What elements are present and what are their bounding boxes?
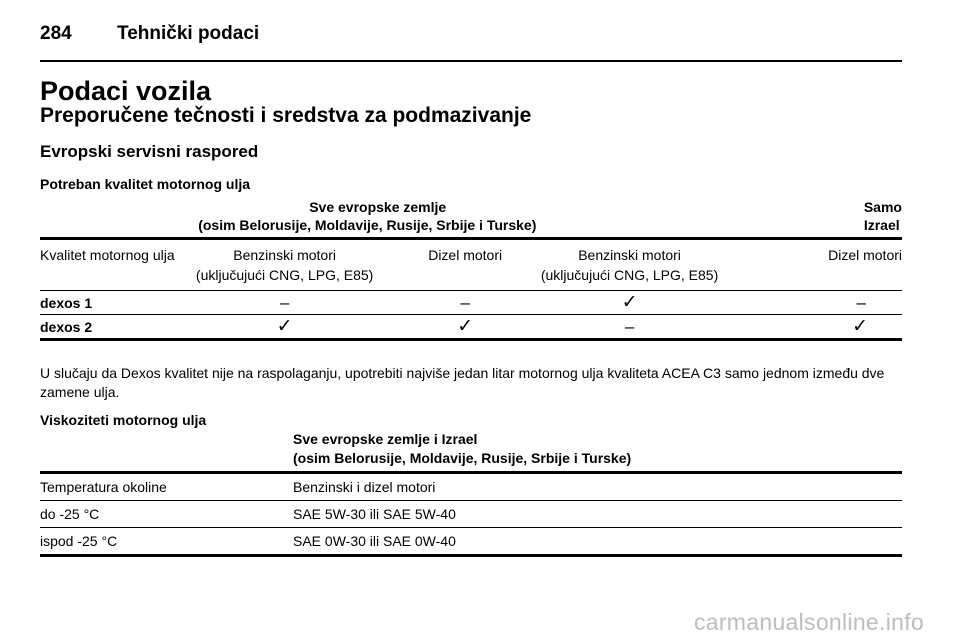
dash-mark: – bbox=[460, 292, 470, 312]
col-petrol-israel-label: Benzinski motori bbox=[578, 247, 681, 263]
group-europe-line2: (osim Belorusije, Moldavije, Rusije, Srbije i Turske) bbox=[198, 217, 537, 233]
table-header-empty bbox=[40, 196, 179, 239]
page-subtitle: Preporučene tečnosti i sredstva za podmazivanje bbox=[40, 104, 532, 127]
col-petrol-israel bbox=[540, 239, 719, 291]
row-viscosity: SAE 5W-30 ili SAE 5W-40 bbox=[293, 501, 902, 528]
page-header bbox=[40, 20, 902, 62]
cell-petrol bbox=[179, 291, 390, 315]
table-header-empty bbox=[40, 428, 293, 473]
col-petrol bbox=[179, 239, 390, 291]
cell-diesel-israel bbox=[719, 315, 902, 340]
group-header-europe bbox=[179, 196, 719, 239]
cell-petrol-israel bbox=[540, 291, 719, 315]
cell-diesel-israel bbox=[719, 291, 902, 315]
group-europe-line1: Sve evropske zemlje bbox=[309, 199, 447, 215]
row-viscosity: SAE 0W-30 ili SAE 0W-40 bbox=[293, 528, 902, 556]
cell-diesel bbox=[390, 291, 540, 315]
group-israel-label: Samo Izrael bbox=[863, 199, 902, 233]
viscosity-group-line2: (osim Belorusije, Moldavije, Rusije, Srbije i Turske) bbox=[293, 450, 632, 466]
col-petrol-label: Benzinski motori bbox=[233, 247, 336, 263]
viscosity-table bbox=[40, 428, 902, 557]
table-row bbox=[40, 291, 902, 315]
page-title: Podaci vozila bbox=[40, 76, 212, 106]
col-petrol-note: (uključujući CNG, LPG, E85) bbox=[195, 267, 374, 283]
table-row bbox=[40, 528, 902, 556]
manual-page bbox=[40, 0, 902, 642]
dash-mark: – bbox=[624, 316, 635, 336]
section-heading: Evropski servisni raspored bbox=[40, 142, 259, 161]
col-petrol-israel-note: (uključujući CNG, LPG, E85) bbox=[540, 267, 719, 283]
table-row bbox=[40, 501, 902, 528]
row-temperature: do -25 °C bbox=[40, 501, 293, 528]
check-mark-icon: ✓ bbox=[621, 292, 638, 313]
dash-mark: – bbox=[279, 292, 290, 312]
cell-diesel bbox=[390, 315, 540, 340]
table-column-header bbox=[40, 239, 902, 291]
cell-petrol-israel bbox=[540, 315, 719, 340]
page-number: 284 bbox=[40, 23, 72, 44]
oil-quality-heading: Potreban kvalitet motornog ulja bbox=[40, 176, 251, 192]
viscosity-group-line1: Sve evropske zemlje i Izrael bbox=[293, 431, 478, 447]
check-mark-icon: ✓ bbox=[852, 316, 868, 337]
table-row bbox=[40, 315, 902, 340]
header-section-title: Tehnički podaci bbox=[117, 23, 260, 44]
col-temperature: Temperatura okoline bbox=[40, 473, 293, 501]
group-header-viscosity bbox=[293, 428, 902, 473]
watermark: carmanualsonline.info bbox=[693, 609, 924, 635]
col-quality: Kvalitet motornog ulja bbox=[40, 239, 179, 291]
col-engines: Benzinski i dizel motori bbox=[293, 473, 902, 501]
viscosity-heading: Viskoziteti motornog ulja bbox=[40, 412, 207, 428]
dexos-note: U slučaju da Dexos kvalitet nije na raspolaganju, upotrebiti najviše jedan litar motornog ulja kvaliteta ACEA C3 samo jednom između dve zamene ulja. bbox=[40, 365, 885, 400]
check-mark-icon: ✓ bbox=[276, 316, 293, 337]
row-label: dexos 1 bbox=[40, 291, 179, 315]
check-mark-icon: ✓ bbox=[457, 316, 474, 337]
table-group-header bbox=[40, 196, 902, 239]
dash-mark: – bbox=[856, 292, 866, 312]
oil-quality-table bbox=[40, 196, 902, 341]
col-diesel-israel: Dizel motori bbox=[719, 239, 902, 291]
row-label: dexos 2 bbox=[40, 315, 179, 340]
row-temperature: ispod -25 °C bbox=[40, 528, 293, 556]
cell-petrol bbox=[179, 315, 390, 340]
table-group-header bbox=[40, 428, 902, 473]
table-column-header bbox=[40, 473, 902, 501]
group-header-israel bbox=[719, 196, 902, 239]
col-diesel: Dizel motori bbox=[390, 239, 540, 291]
